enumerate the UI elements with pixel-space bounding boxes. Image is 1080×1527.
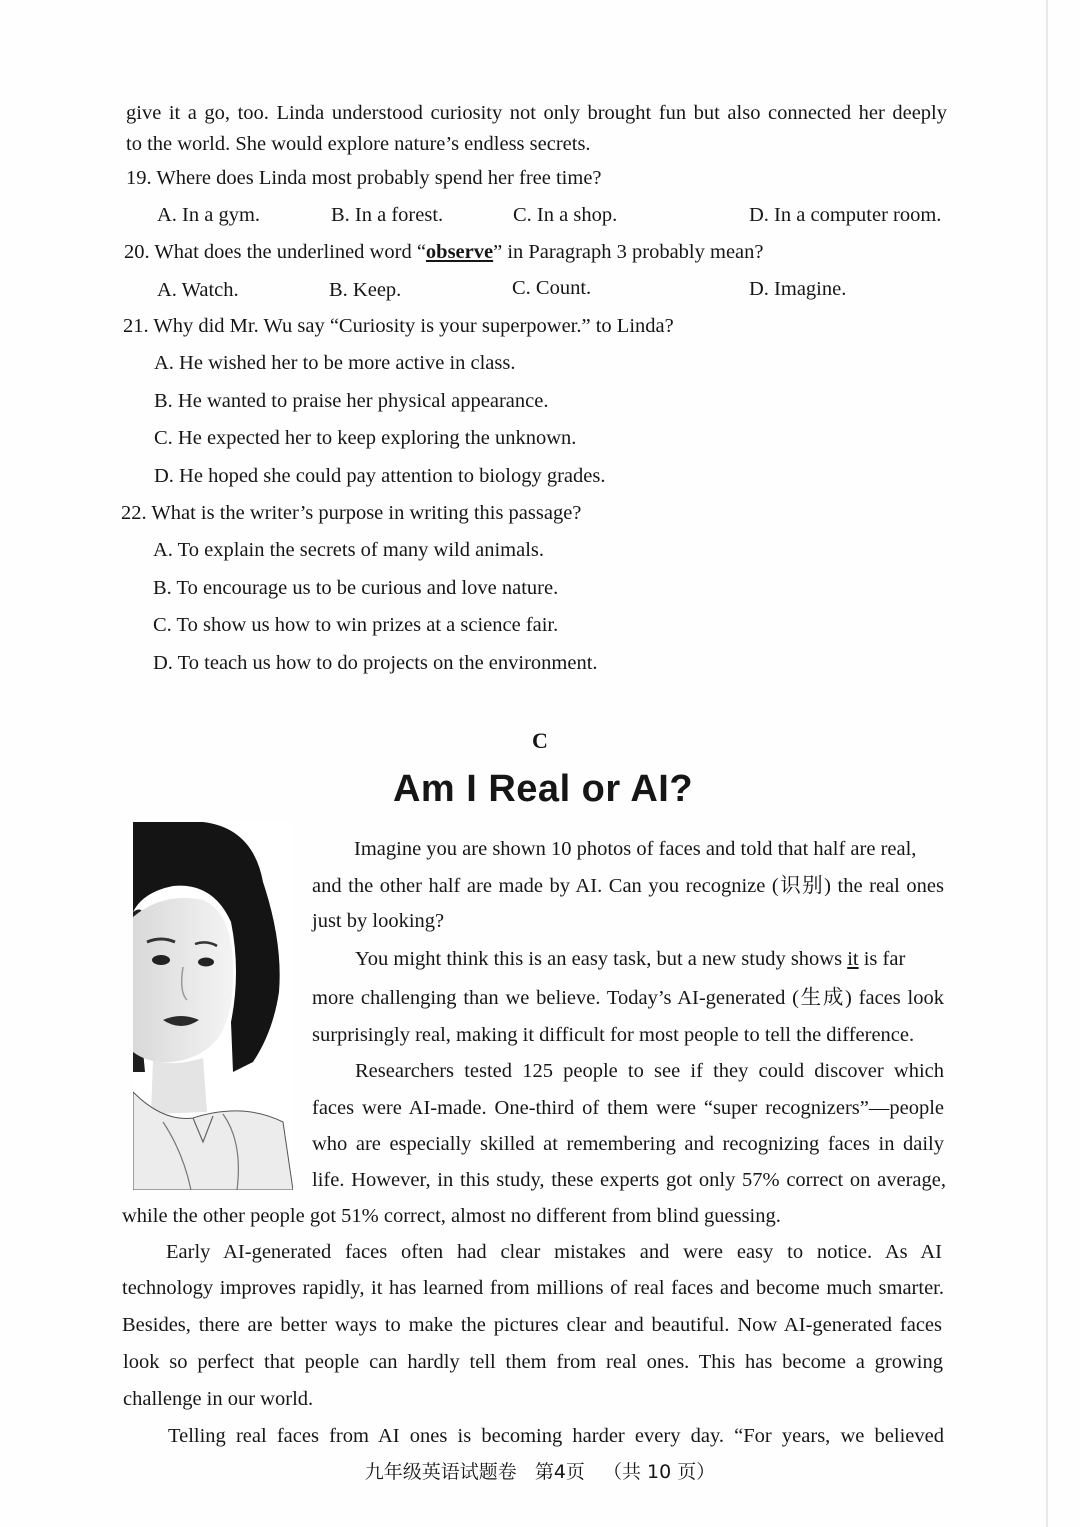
q22-option-a: A. To explain the secrets of many wild animals.: [153, 539, 545, 561]
q22-option-c: C. To show us how to win prizes at a science fair.: [153, 614, 559, 636]
passage-line: Early AI-generated faces often had clear mistakes and were easy to notice. As AI: [166, 1241, 942, 1263]
passage-line: and the other half are made by AI. Can you recognize (识别) the real ones: [312, 875, 944, 897]
passage-line: Telling real faces from AI ones is becoming harder every day. “For years, we believed: [168, 1425, 944, 1447]
q21-option-d: D. He hoped she could pay attention to biology grades.: [154, 465, 606, 487]
passage-line: Imagine you are shown 10 photos of faces and told that half are real,: [354, 838, 917, 860]
q19-option-c: C. In a shop.: [513, 204, 618, 226]
passage-line: [355, 947, 905, 971]
passage-line: just by looking?: [312, 910, 445, 932]
passage-title: Am I Real or AI?: [392, 768, 694, 810]
underlined-pronoun: it: [847, 948, 859, 970]
passage-line: life. However, in this study, these experts got only 57% correct on average,: [312, 1169, 946, 1191]
passage-text: You might think this is an easy task, but a new study shows: [355, 948, 843, 970]
question-21-stem: 21. Why did Mr. Wu say “Curiosity is your superpower.” to Linda?: [123, 315, 674, 337]
q22-option-b: B. To encourage us to be curious and love nature.: [153, 577, 559, 599]
passage-line: who are especially skilled at remembering and recognizing faces in daily: [312, 1133, 944, 1155]
passage-line: technology improves rapidly, it has learned from millions of real faces and become much smarter.: [122, 1277, 944, 1299]
passage-line: Besides, there are better ways to make the pictures clear and beautiful. Now AI-generated faces: [122, 1314, 942, 1336]
q22-option-d: D. To teach us how to do projects on the environment.: [153, 652, 598, 674]
q20-option-b: B. Keep.: [329, 279, 402, 301]
question-22-stem: 22. What is the writer’s purpose in writing this passage?: [121, 502, 582, 524]
passage-line: while the other people got 51% correct, almost no different from blind guessing.: [122, 1205, 781, 1227]
scan-edge: [1046, 0, 1048, 1527]
underlined-word: observe: [425, 241, 494, 263]
passage-line: surprisingly real, making it difficult for most people to tell the difference.: [312, 1024, 915, 1046]
q19-option-d: D. In a computer room.: [749, 204, 942, 226]
passage-line: Researchers tested 125 people to see if they could discover which: [355, 1060, 944, 1082]
question-19-stem: 19. Where does Linda most probably spend her free time?: [126, 167, 602, 189]
q20-option-a: A. Watch.: [157, 279, 239, 301]
woman-portrait-image: [133, 822, 293, 1190]
q19-option-a: A. In a gym.: [157, 204, 261, 226]
page-footer: [0, 1457, 1080, 1484]
passage-line: challenge in our world.: [123, 1388, 314, 1410]
q19-option-b: B. In a forest.: [331, 204, 444, 226]
q21-option-a: A. He wished her to be more active in class.: [154, 352, 516, 374]
q20-stem-end: ” in Paragraph 3 probably mean?: [493, 241, 764, 263]
passage-text: is far: [863, 948, 906, 970]
q21-option-c: C. He expected her to keep exploring the unknown.: [154, 427, 577, 449]
q20-option-c: C. Count.: [512, 277, 592, 299]
footer-label: 九年级英语试题卷: [364, 1461, 517, 1483]
passage-line: give it a go, too. Linda understood curiosity not only brought fun but also connected her deeply: [126, 102, 947, 124]
question-20-stem: [124, 240, 764, 264]
passage-line: look so perfect that people can hardly tell them from real ones. This has become a growing: [123, 1351, 943, 1373]
passage-line: faces were AI-made. One-third of them were “super recognizers”—people: [312, 1097, 944, 1119]
section-letter: C: [532, 728, 548, 753]
footer-total-pages: （共 10 页）: [602, 1461, 716, 1483]
q21-option-b: B. He wanted to praise her physical appearance.: [154, 390, 549, 412]
q20-stem-start: 20. What does the underlined word “: [124, 241, 426, 263]
passage-line: more challenging than we believe. Today’s AI-generated (生成) faces look: [312, 987, 944, 1009]
passage-line: to the world. She would explore nature’s endless secrets.: [126, 133, 591, 155]
footer-page-number: 第4页: [534, 1461, 585, 1483]
q20-option-d: D. Imagine.: [749, 278, 847, 300]
